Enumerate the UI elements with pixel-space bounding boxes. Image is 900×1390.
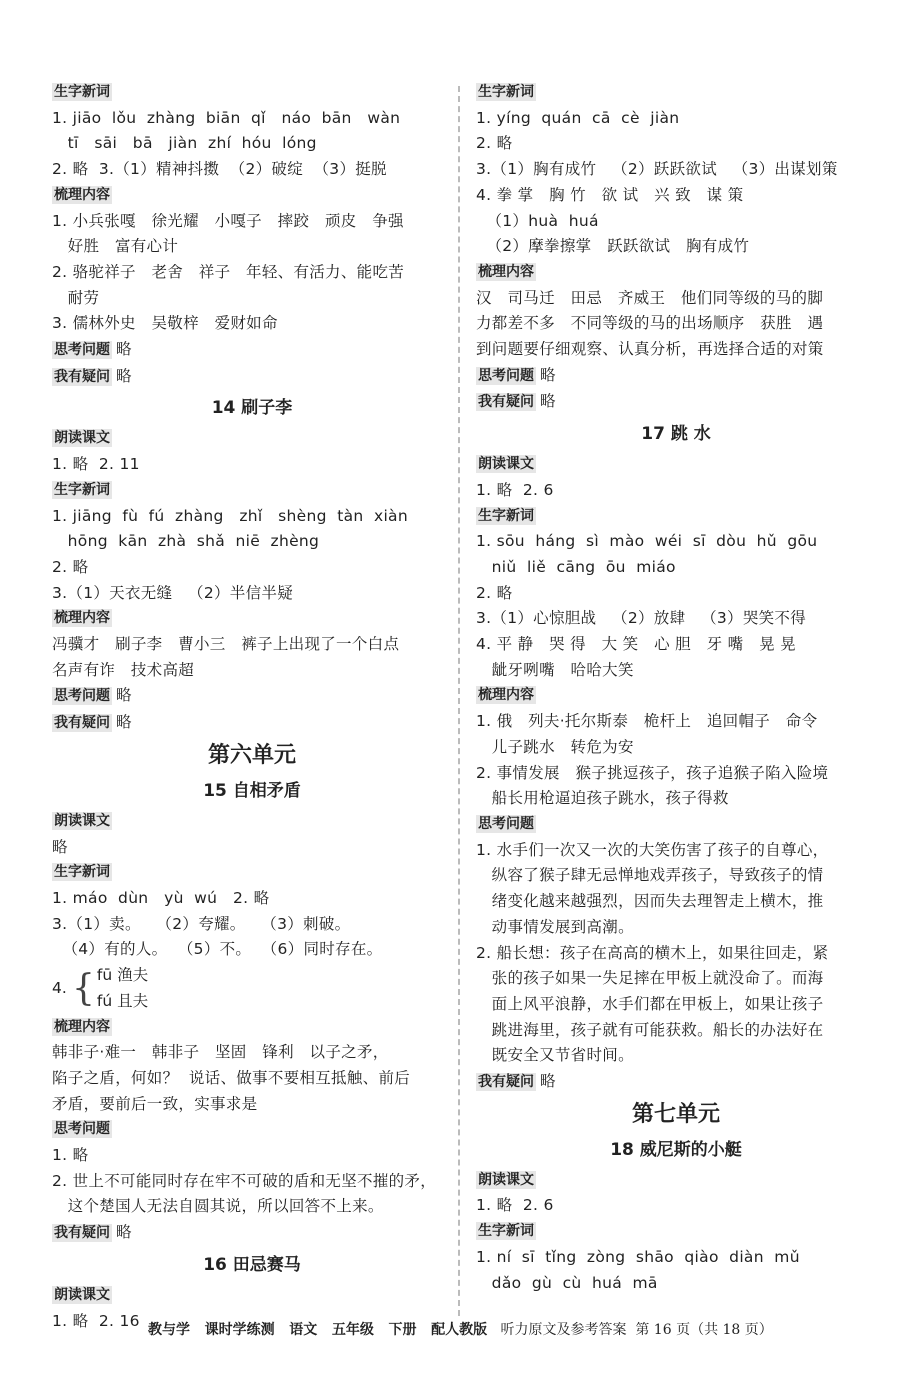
section-label-text: 朗读课文	[54, 430, 110, 447]
brace-answer	[52, 963, 452, 1014]
section-label-text: 生字新词	[478, 507, 534, 524]
answer-line: 陷子之盾，何如？ 说话、做事不要相互抵触、前后	[52, 1068, 411, 1087]
page-footer	[148, 1319, 773, 1339]
answer-line: 1. 小兵张嘎 徐光耀 小嘎子 摔跤 顽皮 争强	[52, 211, 404, 230]
section-label	[52, 860, 452, 886]
section-label-text: 梳理内容	[54, 1018, 110, 1035]
answer-line: 1. 略 2. 6	[476, 1196, 554, 1215]
labeled-answer	[52, 710, 452, 737]
brace-option: fú 且夫	[96, 991, 149, 1010]
footer-book-info: 教与学 课时学练测 语文 五年级 下册 配人教版	[148, 1322, 488, 1338]
section-label	[476, 1168, 876, 1194]
section-label	[476, 260, 876, 286]
answer-line: dǎo gù cù huá mā	[476, 1273, 658, 1292]
answer-line: 1. jiāng fù fú zhàng zhǐ shèng tàn xiàn	[52, 506, 408, 525]
answer-line: 3. 儒林外史 吴敬梓 爱财如命	[52, 314, 278, 333]
answer-line: 1. yíng quán cā cè jiàn	[476, 108, 680, 127]
answer-line: tī sāi bā jiàn zhí hóu lóng	[52, 134, 317, 153]
section-label-text: 朗读课文	[478, 1171, 534, 1188]
answer-line: 绪变化越来越强烈，因而失去理智走上横木，推	[476, 892, 824, 911]
unit-title: 第六单元	[207, 741, 296, 768]
section-label-text: 朗读课文	[478, 456, 534, 473]
answer-text: 略	[116, 340, 132, 359]
answer-line: 名声有诈 技术高超	[52, 660, 195, 679]
answer-line: （2）摩拳擦掌 跃跃欲试 胸有成竹	[476, 237, 750, 256]
section-label-text: 生字新词	[478, 84, 534, 100]
section-label	[476, 452, 876, 478]
answer-text: 略	[116, 366, 132, 385]
answer-line: 1. 略 2. 16	[52, 1311, 140, 1330]
section-label	[52, 478, 452, 504]
answer-line: 好胜 富有心计	[52, 237, 179, 256]
answer-line: 2. 略 3.（1）精神抖擞 （2）破绽 （3）挺脱	[52, 160, 387, 179]
section-label	[52, 1117, 452, 1143]
section-label	[52, 80, 452, 106]
lesson-title: 14 刷子李	[211, 398, 293, 419]
section-label-text: 我有疑问	[54, 368, 110, 385]
answer-line: 1. máo dùn yù wú 2. 略	[52, 888, 270, 907]
labeled-answer	[52, 337, 452, 364]
answer-line: 1. 略	[52, 1146, 89, 1165]
answer-text: 略	[540, 365, 556, 384]
section-label	[52, 426, 452, 452]
answer-line: 3.（1）卖。 （2）夸耀。 （3）刺破。	[52, 914, 351, 933]
answer-line: （4）有的人。 （5）不。 （6）同时存在。	[52, 940, 383, 959]
answer-line: 汉 司马迁 田忌 齐威王 他们同等级的马的脚	[476, 288, 824, 307]
section-label	[476, 504, 876, 530]
footer-page-info: 听力原文及参考答案 第 16 页（共 18 页）	[487, 1322, 773, 1338]
section-label	[476, 812, 876, 838]
answer-line: 矛盾，要前后一致，实事求是	[52, 1094, 258, 1113]
answer-line: 4. 平 静 哭 得 大 笑 心 胆 牙 嘴 晃 晃	[476, 635, 796, 654]
answer-line: hōng kān zhà shǎ niē zhèng	[52, 532, 320, 551]
answer-line: 2. 略	[476, 134, 513, 153]
section-label-text: 我有疑问	[54, 1225, 110, 1242]
section-label-text: 思考问题	[54, 1121, 110, 1138]
answer-line: 3.（1）心惊胆战 （2）放肆 （3）哭笑不得	[476, 609, 807, 628]
section-label-text: 朗读课文	[54, 812, 110, 829]
answer-line: 动事情发展到高潮。	[476, 917, 634, 936]
brace-option: fū 渔夫	[96, 966, 149, 985]
section-label-text: 梳理内容	[478, 687, 534, 704]
answer-line: 面上风平浪静，水手们都在甲板上，如果让孩子	[476, 994, 824, 1013]
section-label-text: 梳理内容	[478, 263, 534, 280]
answer-line: 力都差不多 不同等级的马的出场顺序 获胜 遇	[476, 314, 824, 333]
answer-line: 2. 略	[52, 557, 89, 576]
answer-line: 1. 水手们一次又一次的大笑伤害了孩子的自尊心，	[476, 840, 829, 859]
section-label	[476, 1219, 876, 1245]
brace-glyph: {	[72, 967, 95, 1009]
section-label-text: 朗读课文	[54, 1286, 110, 1303]
answer-line: 龇牙咧嘴 哈哈大笑	[476, 660, 634, 679]
section-label-text: 我有疑问	[478, 394, 534, 411]
section-label	[52, 606, 452, 632]
section-label	[52, 1015, 452, 1041]
lesson-title: 16 田忌赛马	[203, 1254, 301, 1275]
section-label-text: 我有疑问	[54, 715, 110, 732]
answer-line: niǔ liě cāng ōu miáo	[476, 557, 676, 576]
answer-line: 2. 船长想：孩子在高高的横木上，如果往回走，紧	[476, 943, 829, 962]
section-label	[52, 183, 452, 209]
section-label-text: 我有疑问	[478, 1074, 534, 1091]
labeled-answer	[52, 683, 452, 710]
section-label-text: 梳理内容	[54, 186, 110, 203]
answer-number: 4.	[52, 978, 67, 997]
answer-line: 耐劳	[52, 288, 100, 307]
left-column	[52, 80, 452, 1334]
section-label-text: 梳理内容	[54, 610, 110, 627]
answer-text: 略	[540, 392, 556, 411]
answer-line: 张的孩子如果一失足摔在甲板上就没命了。而海	[476, 969, 824, 988]
answer-line: 1. jiāo lǒu zhàng biān qǐ náo bān wàn	[52, 108, 401, 127]
answer-line: 既安全又节省时间。	[476, 1046, 634, 1065]
answer-line: 1. ní sī tǐng zòng shāo qiào diàn mǔ	[476, 1247, 800, 1266]
section-label-text: 生字新词	[54, 84, 110, 100]
answer-text: 略	[540, 1072, 556, 1091]
answer-line: 这个楚国人无法自圆其说，所以回答不上来。	[52, 1197, 384, 1216]
column-divider	[458, 86, 460, 1316]
section-label	[476, 80, 876, 106]
answer-text: 略	[116, 713, 132, 732]
section-label	[52, 1283, 452, 1309]
answer-line: 儿子跳水 转危为安	[476, 737, 634, 756]
answer-line: 2. 事情发展 猴子挑逗孩子，孩子追猴子陷入险境	[476, 763, 829, 782]
answer-text: 略	[116, 1223, 132, 1242]
answer-line: 1. 略 2. 6	[476, 480, 554, 499]
answer-line: 1. 略 2. 11	[52, 455, 140, 474]
labeled-answer	[52, 364, 452, 391]
section-label-text: 思考问题	[54, 688, 110, 705]
answer-line: 船长用枪逼迫孩子跳水，孩子得救	[476, 789, 729, 808]
section-label-text: 思考问题	[478, 815, 534, 832]
brace-options	[97, 963, 148, 1014]
answer-line: 2. 骆驼祥子 老舍 祥子 年轻、有活力、能吃苦	[52, 262, 405, 281]
labeled-answer	[52, 1220, 452, 1247]
answer-line: 1. 俄 列夫·托尔斯泰 桅杆上 追回帽子 命令	[476, 712, 818, 731]
answer-line: 2. 略	[476, 583, 513, 602]
answer-line: 到问题要仔细观察、认真分析，再选择合适的对策	[476, 340, 824, 359]
answer-line: （1）huà huá	[476, 211, 599, 230]
labeled-answer	[476, 389, 876, 416]
section-label-text: 思考问题	[54, 342, 110, 359]
answer-line: 2. 世上不可能同时存在牢不可破的盾和无坚不摧的矛，	[52, 1171, 437, 1190]
section-label-text: 生字新词	[54, 481, 110, 498]
labeled-answer	[476, 363, 876, 390]
labeled-answer	[476, 1069, 876, 1096]
answer-line: 3.（1）天衣无缝 （2）半信半疑	[52, 583, 293, 602]
lesson-title: 15 自相矛盾	[203, 780, 301, 801]
answer-line: 冯骥才 刷子李 曹小三 裤子上出现了一个白点	[52, 635, 400, 654]
answer-line: 1. sōu háng sì mào wéi sī dòu hǔ gōu	[476, 532, 818, 551]
answer-line: 韩非子·难一 韩非子 坚固 锋利 以子之矛，	[52, 1043, 389, 1062]
lesson-title: 17 跳 水	[641, 424, 711, 445]
section-label-text: 生字新词	[54, 864, 110, 881]
section-label-text: 生字新词	[478, 1223, 534, 1240]
answer-line: 3.（1）胸有成竹 （2）跃跃欲试 （3）出谋划策	[476, 160, 838, 179]
unit-title: 第七单元	[631, 1100, 720, 1127]
section-label	[52, 809, 452, 835]
right-column	[476, 80, 876, 1296]
answer-text: 略	[116, 686, 132, 705]
lesson-title: 18 威尼斯的小艇	[610, 1139, 742, 1160]
section-label-text: 思考问题	[478, 367, 534, 384]
answer-line: 跳进海里，孩子就有可能获救。船长的办法好在	[476, 1020, 824, 1039]
answer-line: 略	[52, 837, 68, 856]
answer-line: 纵容了猴子肆无忌惮地戏弄孩子，导致孩子的情	[476, 866, 824, 885]
section-label	[476, 683, 876, 709]
answer-line: 4. 拳 掌 胸 竹 欲 试 兴 致 谋 策	[476, 185, 744, 204]
